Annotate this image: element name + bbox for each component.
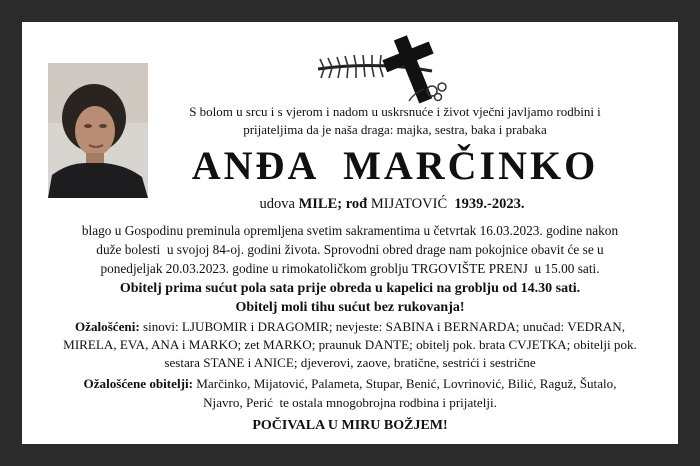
body-line-3: ponedjeljak 20.03.2023. godine u rimokatoličkom groblju TRGOVIŠTE PRENJ u 15.00 sati. bbox=[100, 261, 600, 276]
nee-middle: ; rođ bbox=[337, 196, 371, 212]
intro-line-1: S bolom u srcu i s vjerom i nadom u uskrsnuće i život vječni javljamo rodbini i bbox=[189, 104, 601, 119]
families-label: Ožalošćene obitelji: bbox=[83, 376, 193, 391]
nee-father: MILE bbox=[298, 196, 338, 212]
condolence-line-1: Obitelj prima sućut pola sata prije obreda u kapelici na groblju od 14.30 sati. bbox=[119, 281, 581, 296]
nee-maiden: MIJATOVIĆ bbox=[370, 196, 448, 212]
body-line-1: blago u Gospodinu preminula opremljena svetim sakramentima u četvrtak 16.03.2023. godine nakon bbox=[81, 223, 619, 238]
nee-line bbox=[182, 194, 602, 214]
life-years: 1939.-2023. bbox=[454, 196, 525, 212]
condolence-notice bbox=[48, 279, 652, 317]
mourners-line-3: sestara STANE i ANICE; djeverovi, zaove, bratične, sestrići i sestrične bbox=[164, 355, 536, 370]
condolence-line-2: Obitelj moli tihu sućut bez rukovanja! bbox=[235, 300, 465, 315]
families-line-1: Marčinko, Mijatović, Palameta, Stupar, Benić, Lovrinović, Bilić, Raguž, Šutalo, bbox=[192, 376, 617, 391]
families-line-2: Njavro, Perić te ostala mnogobrojna rodbina i prijatelji. bbox=[203, 395, 497, 410]
mourning-families bbox=[48, 374, 652, 412]
announcement-body bbox=[48, 221, 652, 278]
body-line-2: duže bolesti u svojoj 84-oj. godini života. Sprovodni obred drage nam pokojnice obavit će se u bbox=[96, 242, 604, 257]
intro-text bbox=[152, 103, 638, 139]
mourners-line-1: sinovi: LJUBOMIR i DRAGOMIR; nevjeste: SABINA i BERNARDA; unučad: VEDRAN, bbox=[139, 319, 626, 334]
mourners-line-2: MIRELA, EVA, ANA i MARKO; zet MARKO; praunuk DANTE; obitelj pok. brata CVJETKA; obitelji pok. bbox=[63, 337, 637, 352]
portrait-image bbox=[48, 63, 148, 198]
mourners-label: Ožalošćeni: bbox=[74, 319, 140, 334]
obituary-card bbox=[22, 22, 678, 444]
intro-line-2: prijateljima da je naša draga: majka, sestra, baka i prabaka bbox=[243, 122, 547, 137]
deceased-name: ANĐA MARČINKO bbox=[191, 143, 599, 188]
nee-prefix: udova bbox=[259, 196, 299, 212]
portrait-photo bbox=[48, 63, 148, 198]
mourners-list bbox=[48, 318, 652, 372]
cross-with-palm-icon bbox=[314, 31, 454, 105]
rest-in-peace: POČIVALA U MIRU BOŽJEM! bbox=[252, 418, 448, 433]
